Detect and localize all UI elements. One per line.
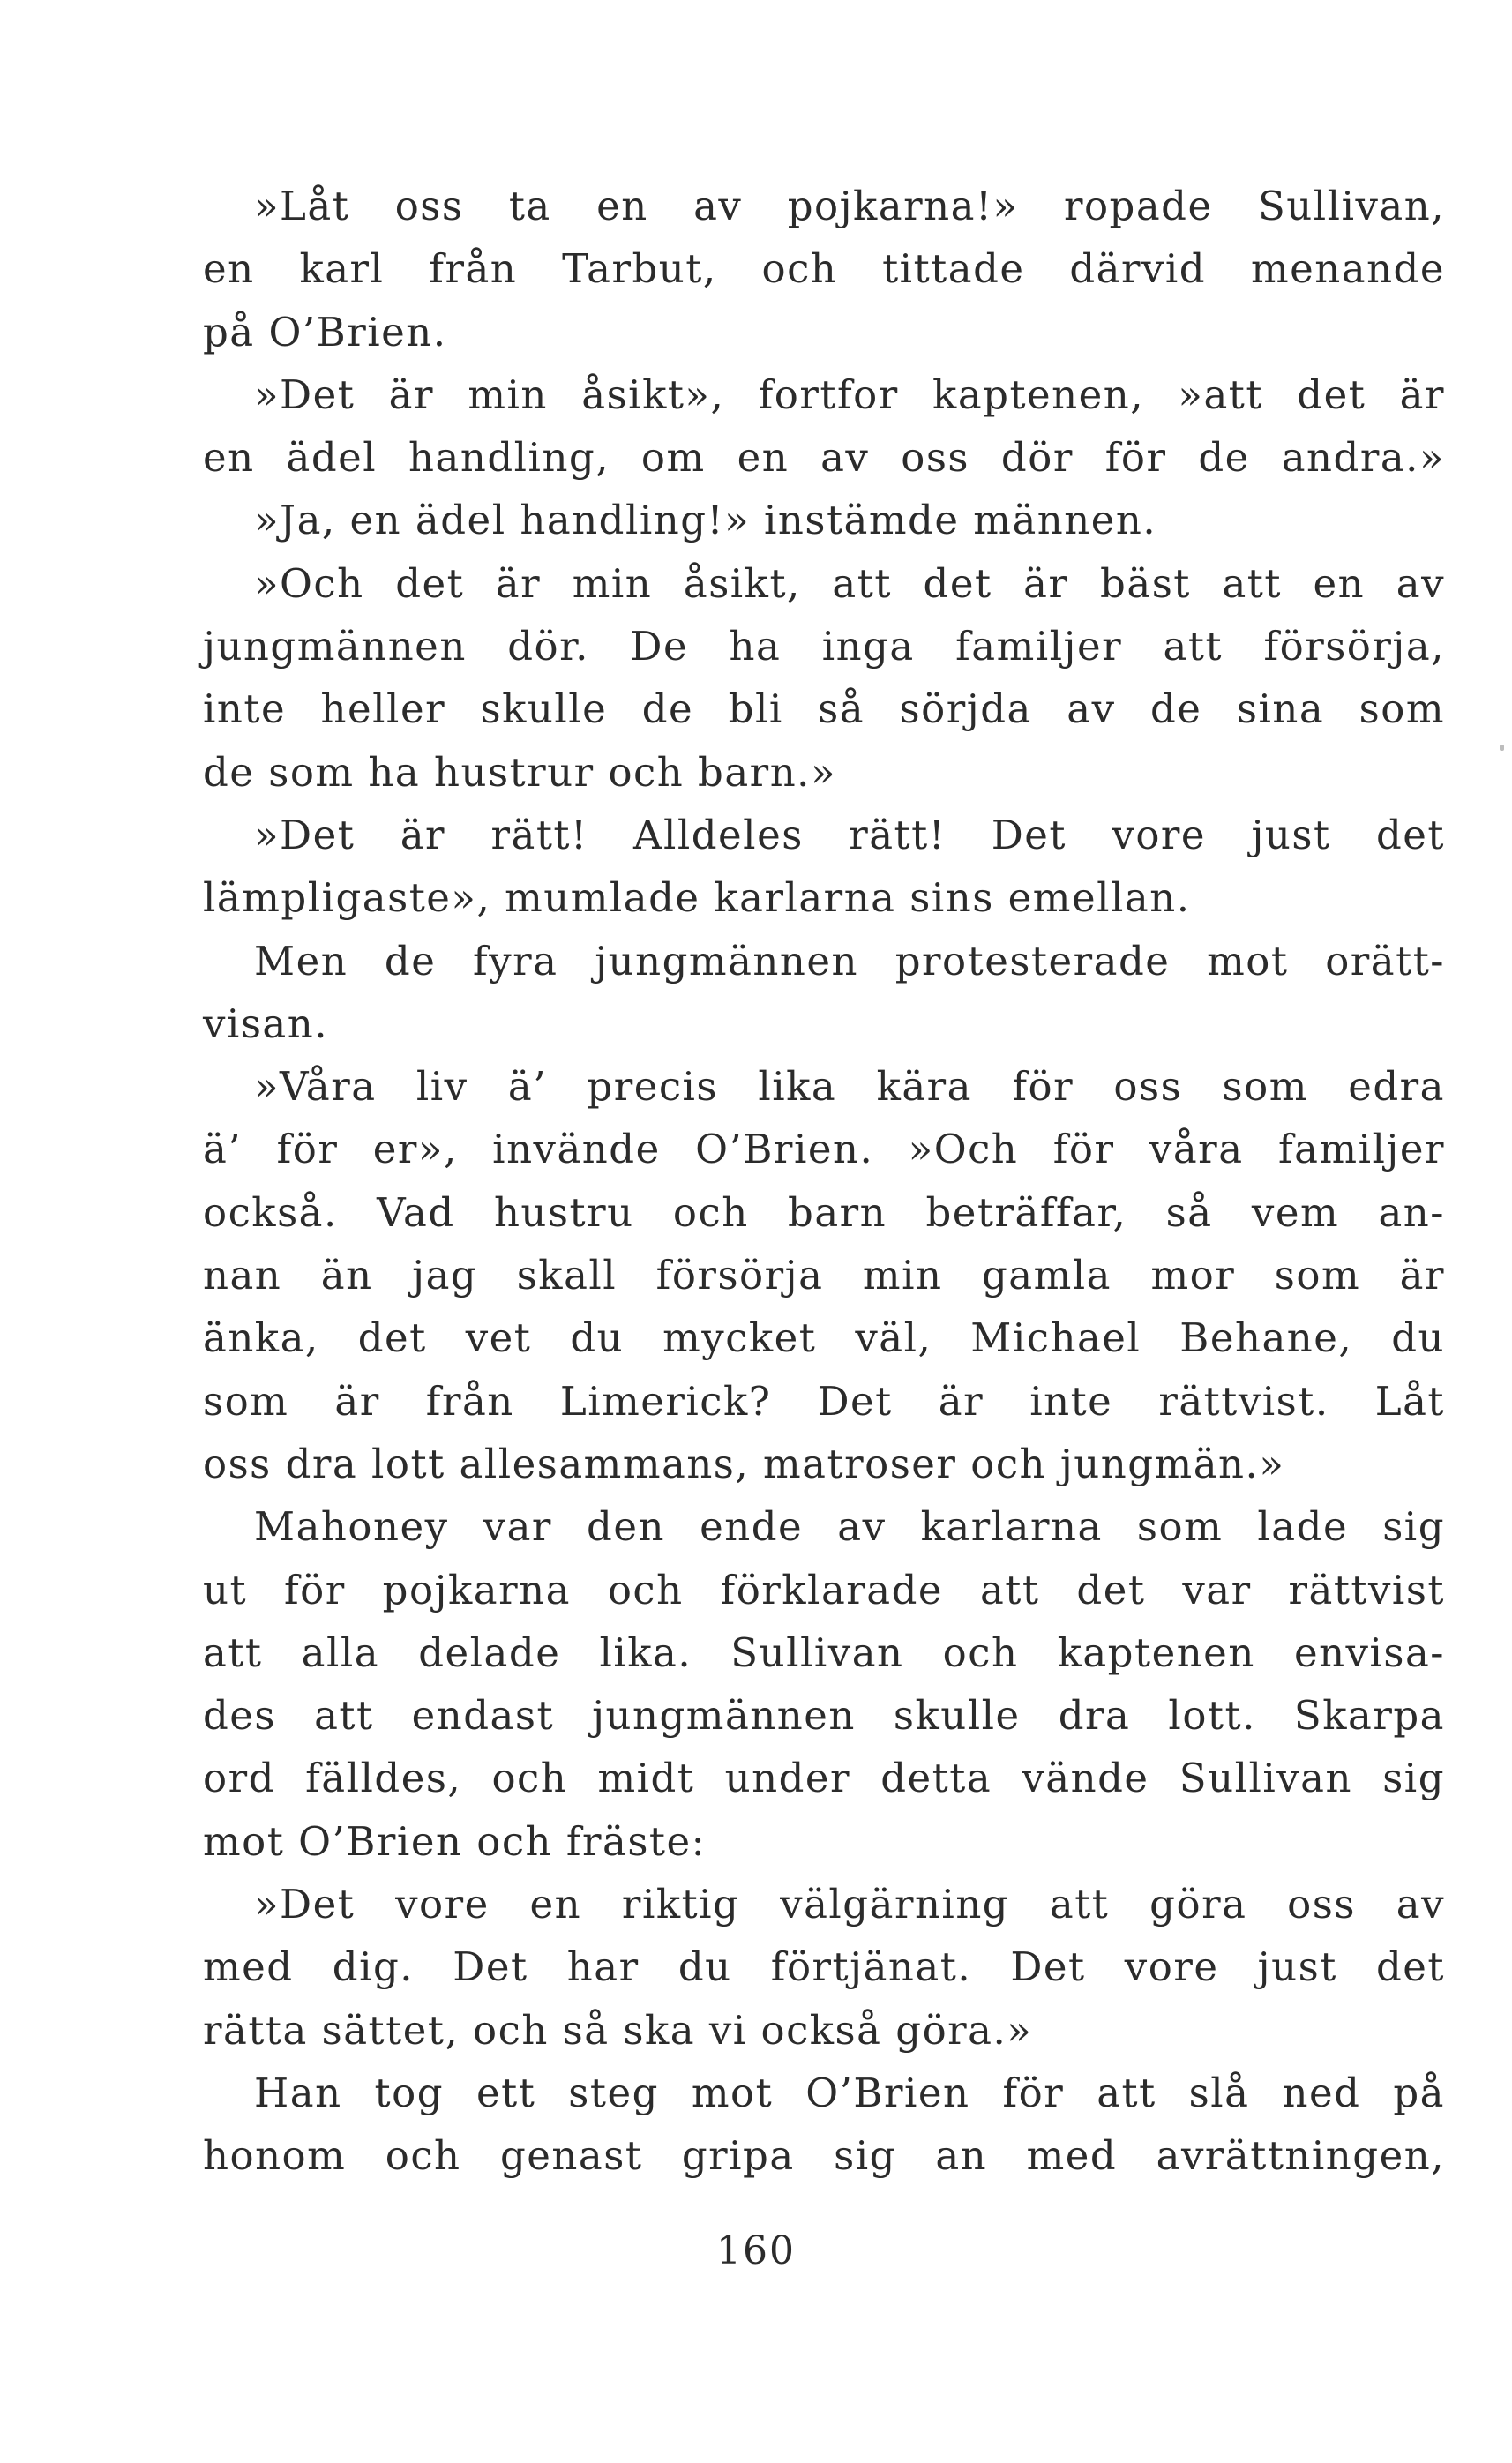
text-line: rätta sättet, och så ska vi också göra.»: [203, 2006, 1033, 2054]
text-line: ä’ för er», invände O’Brien. »Och för våra familjer: [203, 1126, 1445, 1173]
text-line: Han tog ett steg mot O’Brien för att slå ned på: [254, 2069, 1445, 2116]
text-line: på O’Brien.: [203, 308, 447, 356]
text-line: nan än jag skall försörja min gamla mor som är: [203, 1252, 1445, 1299]
text-line: »Det vore en riktig välgärning att göra oss av: [254, 1881, 1445, 1928]
text-line: änka, det vet du mycket väl, Michael Behane, du: [203, 1314, 1445, 1362]
text-line: de som ha hustrur och barn.»: [203, 748, 837, 796]
text-line: jungmännen dör. De ha inga familjer att försörja,: [203, 623, 1445, 670]
text-line: »Och det är min åsikt, att det är bäst att en av: [254, 559, 1445, 607]
text-line: visan.: [203, 999, 329, 1047]
text-line: Mahoney var den ende av karlarna som lade sig: [254, 1503, 1445, 1551]
text-line: också. Vad hustru och barn beträffar, så vem an-: [203, 1188, 1445, 1236]
text-line: med dig. Det har du förtjänat. Det vore just det: [203, 1943, 1445, 1991]
text-line: »Låt oss ta en av pojkarna!» ropade Sullivan,: [254, 183, 1445, 229]
text-line: lämpligaste», mumlade karlarna sins emellan.: [203, 874, 1191, 922]
text-line: en karl från Tarbut, och tittade därvid menande: [203, 245, 1445, 293]
body-text: [203, 175, 1445, 2188]
text-line: »Våra liv ä’ precis lika kära för oss som edra: [254, 1063, 1445, 1111]
page-number: 160: [716, 2228, 796, 2273]
paper-speck: [1500, 745, 1504, 751]
text-line: som är från Limerick? Det är inte rättvist. Låt: [203, 1377, 1445, 1425]
text-line: »Ja, en ädel handling!» instämde männen.: [254, 497, 1157, 544]
text-line: honom och genast gripa sig an med avrättningen,: [203, 2132, 1445, 2180]
text-line: oss dra lott allesammans, matroser och jungmän.»: [203, 1440, 1285, 1487]
text-line: en ädel handling, om en av oss dör för de andra.»: [203, 434, 1445, 482]
text-line: »Det är rätt! Alldeles rätt! Det vore just det: [254, 811, 1445, 858]
text-line: inte heller skulle de bli så sörjda av de sina som: [203, 685, 1445, 733]
text-line: des att endast jungmännen skulle dra lott. Skarpa: [203, 1692, 1445, 1740]
text-line: ut för pojkarna och förklarade att det var rättvist: [203, 1566, 1445, 1613]
text-line: »Det är min åsikt», fortfor kaptenen, »att det är: [254, 371, 1445, 418]
text-line: ord fälldes, och midt under detta vände Sullivan sig: [203, 1755, 1445, 1802]
text-line: mot O’Brien och fräste:: [203, 1817, 707, 1865]
text-line: Men de fyra jungmännen protesterade mot orätt-: [254, 937, 1445, 984]
text-line: att alla delade lika. Sullivan och kaptenen envisa-: [203, 1628, 1445, 1676]
